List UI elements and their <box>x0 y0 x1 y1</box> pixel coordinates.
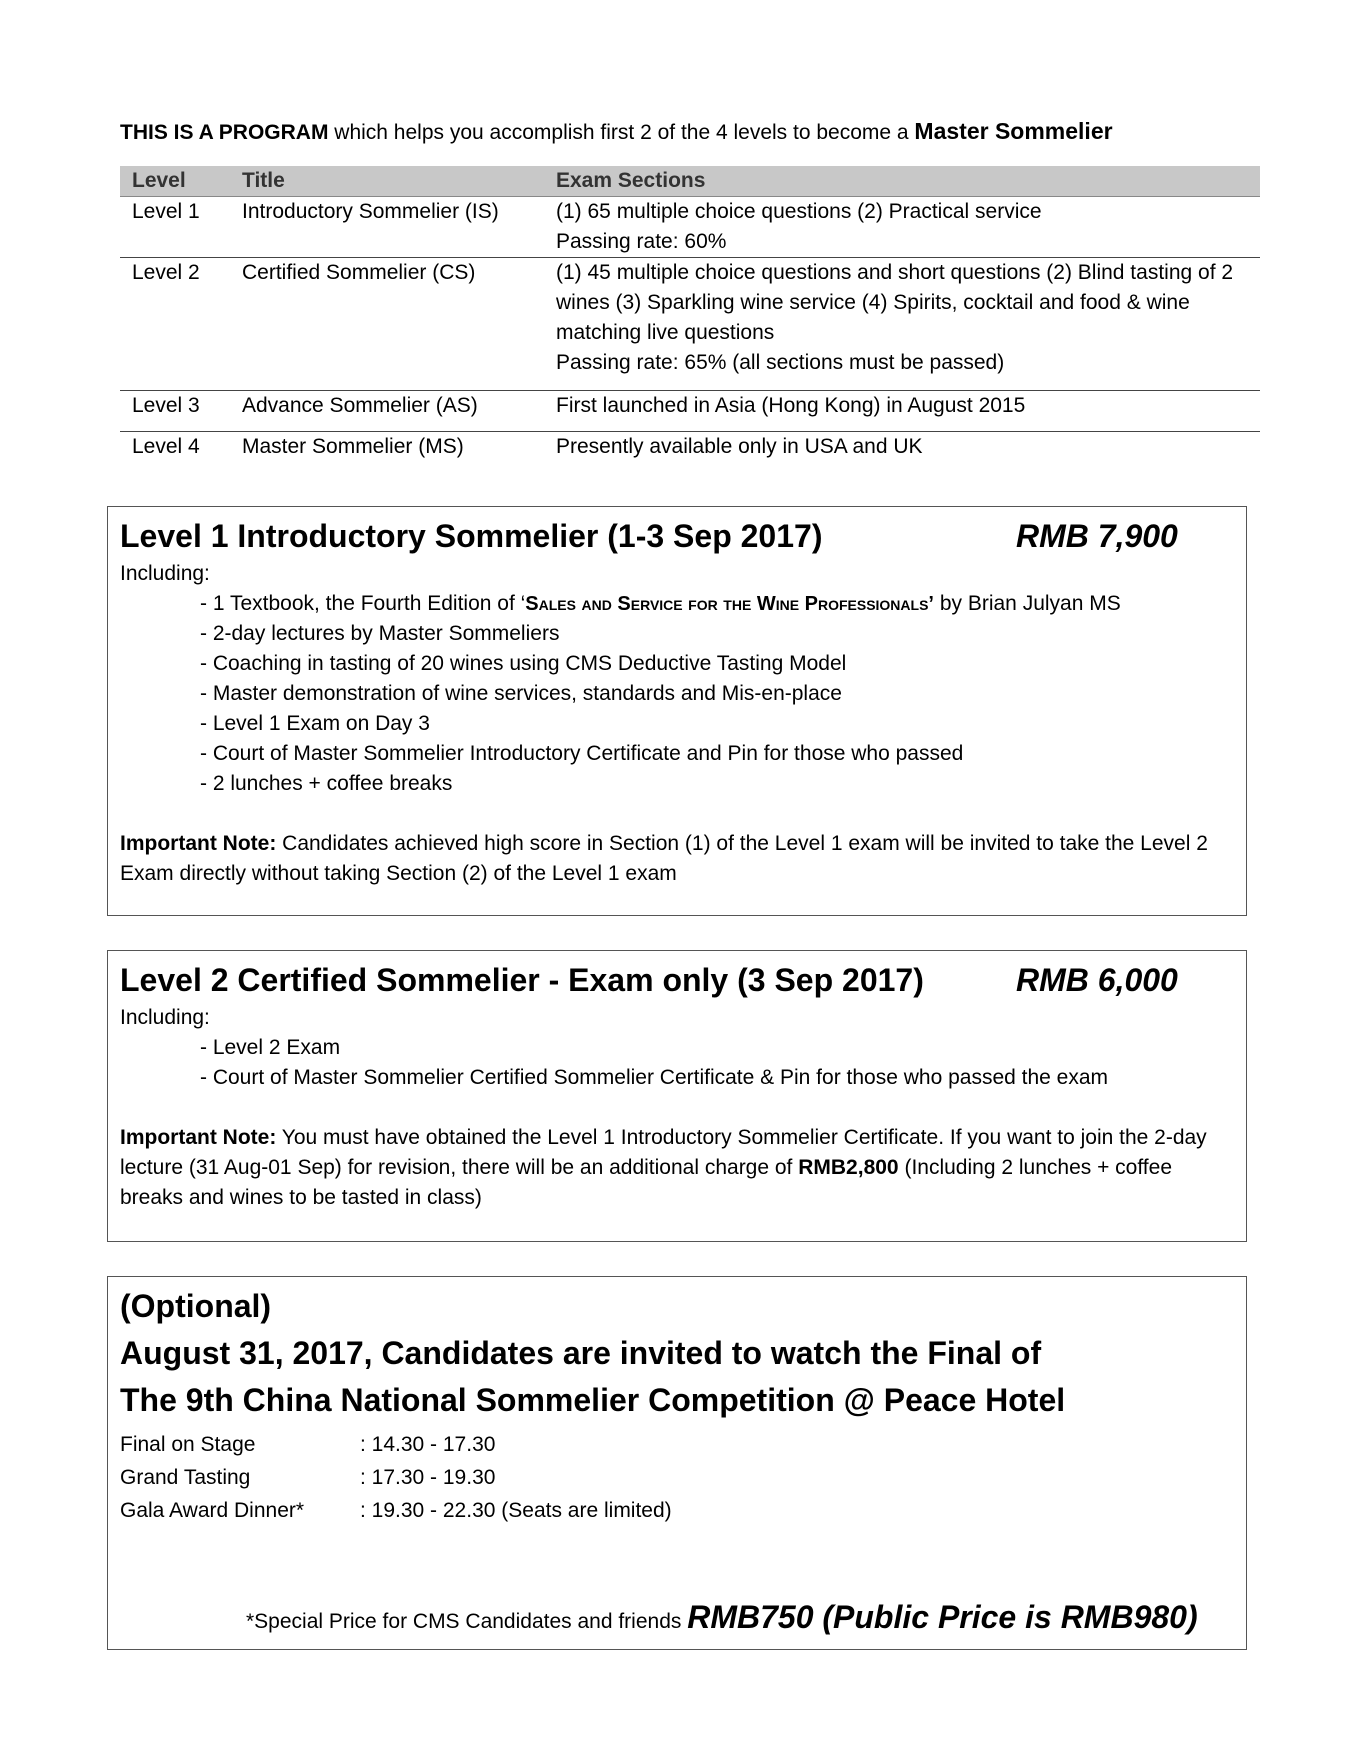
cell-sections <box>544 391 1260 432</box>
list-item: - Court of Master Sommelier Introductory Certificate and Pin for those who passed <box>200 742 964 765</box>
special-price-line <box>246 1595 1198 1644</box>
special-price: RMB750 (Public Price is RMB980) <box>687 1599 1198 1635</box>
schedule-label: Final on Stage <box>120 1433 256 1456</box>
cell-level: Level 4 <box>132 435 200 458</box>
header-exam-sections: Exam Sections <box>544 166 1260 197</box>
level1-box <box>107 506 1247 916</box>
schedule-time: : 17.30 - 19.30 <box>360 1466 496 1489</box>
cell-sections <box>544 197 1260 258</box>
intro-tail: Master Sommelier <box>914 118 1113 144</box>
schedule-label: Gala Award Dinner* <box>120 1499 305 1522</box>
event-heading: August 31, 2017, Candidates are invited to watch the Final of <box>120 1335 1042 1371</box>
levels-table <box>120 166 1260 472</box>
note-amount: RMB2,800 <box>798 1156 899 1179</box>
note-label: Important Note: <box>120 832 277 855</box>
cell-title: Master Sommelier (MS) <box>242 435 464 458</box>
level1-header <box>120 513 1234 559</box>
header-title: Title <box>230 166 544 197</box>
cell-title: Advance Sommelier (AS) <box>230 391 544 432</box>
list-item: - 2 lunches + coffee breaks <box>200 772 453 795</box>
section-line: First launched in Asia (Hong Kong) in August 2015 <box>556 394 1026 417</box>
book-title: Sales and Service for the Wine Professionals’ <box>525 593 934 615</box>
section-line: (1) 45 multiple choice questions and short questions (2) Blind tasting of 2 wines (3) Sparkling wine service (4) Spirits, cocktail and food & wine matching live questions <box>556 261 1234 344</box>
section-line: Passing rate: 65% (all sections must be passed) <box>556 351 1005 374</box>
schedule-row <box>120 1494 1234 1527</box>
header-level: Level <box>120 166 230 197</box>
level1-title: Level 1 Introductory Sommelier (1-3 Sep 2017) <box>120 518 823 554</box>
schedule-label: Grand Tasting <box>120 1466 251 1489</box>
intro-middle: which helps you accomplish first 2 of the 4 levels to become a <box>328 121 915 144</box>
section-line: (1) 65 multiple choice questions (2) Practical service <box>556 200 1042 223</box>
schedule-row <box>120 1461 1234 1494</box>
level1-note <box>120 829 1234 889</box>
level2-box <box>107 950 1247 1242</box>
level2-note <box>120 1123 1234 1213</box>
list-item: - Coaching in tasting of 20 wines using CMS Deductive Tasting Model <box>200 652 847 675</box>
list-item: - Court of Master Sommelier Certified Sommelier Certificate & Pin for those who passed the exam <box>200 1066 1109 1089</box>
table-row <box>120 432 1260 473</box>
level2-list <box>120 1033 1234 1093</box>
level1-price: RMB 7,900 <box>1016 518 1178 554</box>
cell-level: Level 1 <box>120 197 230 258</box>
note-text-end: (Including 2 lunches + coffee breaks and wines to be tasted in class) <box>120 1156 1173 1209</box>
section-line: Passing rate: 60% <box>556 230 727 253</box>
list-item: - 2-day lectures by Master Sommeliers <box>200 622 560 645</box>
cell-sections <box>544 432 1260 473</box>
note-label: Important Note: <box>120 1126 277 1149</box>
book-prefix: - 1 Textbook, the Fourth Edition of ‘ <box>200 592 526 615</box>
level1-list <box>120 589 1234 799</box>
level1-including: Including: <box>120 562 210 585</box>
list-item: - Level 1 Exam on Day 3 <box>200 712 430 735</box>
level2-price: RMB 6,000 <box>1016 962 1178 998</box>
list-item: - Master demonstration of wine services, standards and Mis-en-place <box>200 682 842 705</box>
note-text: You must have obtained the Level 1 Introductory Sommelier Certificate. If you want to join the 2-day lecture (31 Aug-01 Sep) for revision, there will be an additional charge of <box>120 1126 1207 1179</box>
table-row <box>120 197 1260 258</box>
level2-including: Including: <box>120 1006 210 1029</box>
cell-sections <box>544 258 1260 391</box>
optional-box <box>107 1276 1247 1650</box>
schedule-row <box>120 1428 1234 1461</box>
cell-level: Level 3 <box>120 391 230 432</box>
schedule-time: : 14.30 - 17.30 <box>360 1433 496 1456</box>
schedule-time: : 19.30 - 22.30 (Seats are limited) <box>360 1499 672 1522</box>
list-item: - Level 2 Exam <box>200 1036 341 1059</box>
table-row <box>120 391 1260 432</box>
section-line: Presently available only in USA and UK <box>556 435 923 458</box>
table-header-row <box>120 166 1260 197</box>
optional-heading: (Optional) <box>120 1288 272 1324</box>
intro-lead: THIS IS A PROGRAM <box>120 121 329 144</box>
level2-header <box>120 957 1234 1003</box>
event-venue-heading: The 9th China National Sommelier Competition @ Peace Hotel <box>120 1382 1066 1418</box>
intro-line <box>120 116 1260 148</box>
cell-title: Certified Sommelier (CS) <box>230 258 544 391</box>
special-price-prefix: *Special Price for CMS Candidates and friends <box>246 1610 688 1633</box>
event-schedule <box>120 1428 1234 1527</box>
note-text: Candidates achieved high score in Section (1) of the Level 1 exam will be invited to take the Level 2 Exam directly without taking Section (2) of the Level 1 exam <box>120 832 1208 885</box>
table-row <box>120 258 1260 391</box>
book-suffix: by Brian Julyan MS <box>933 592 1121 615</box>
cell-title: Introductory Sommelier (IS) <box>230 197 544 258</box>
cell-level: Level 2 <box>120 258 230 391</box>
level2-title: Level 2 Certified Sommelier - Exam only (3 Sep 2017) <box>120 962 924 998</box>
list-item <box>200 589 1234 619</box>
